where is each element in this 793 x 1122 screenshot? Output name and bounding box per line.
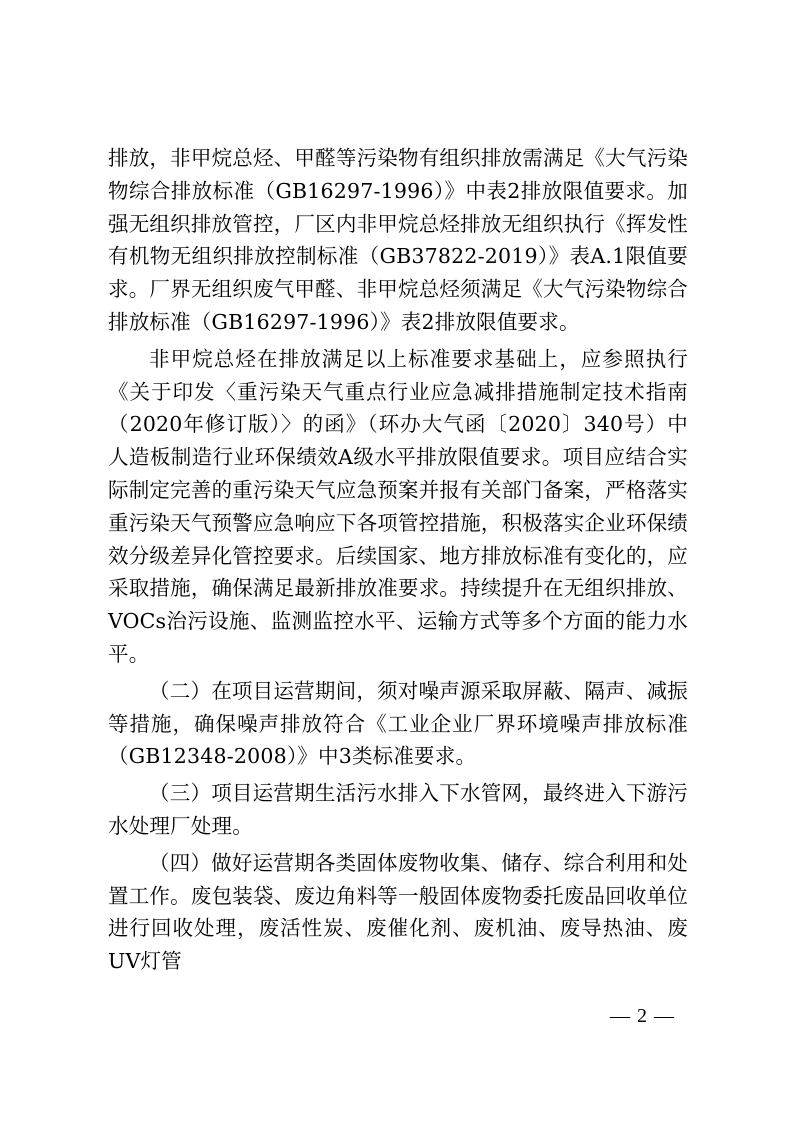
body-text bbox=[108, 142, 688, 978]
paragraph-noise-control: （二）在项目运营期间，须对噪声源采取屏蔽、隔声、减振等措施，确保噪声排放符合《工业企业厂界环境噪声排放标准（GB12348-2008）》中3类标准要求。 bbox=[108, 678, 688, 769]
paragraph-solid-waste: （四）做好运营期各类固体废物收集、储存、综合利用和处置工作。废包装袋、废边角料等一般固体废物委托废品回收单位进行回收处理，废活性炭、废催化剂、废机油、废导热油、废UV灯管 bbox=[108, 850, 688, 974]
paragraph-emission-standards: 排放，非甲烷总烃、甲醛等污染物有组织排放需满足《大气污染物综合排放标准（GB16297-1996）》中表2排放限值要求。加强无组织排放管控，厂区内非甲烷总烃排放无组织执行《挥发性有机物无组织排放控制标准（GB37822-2019）》表A.1限值要求。厂界无组织废气甲醛、非甲烷总烃须满足《大气污染物综合排放标准（GB16297-1996）》表2排放限值要求。 bbox=[108, 146, 688, 334]
paragraph-nmhc-requirements: 非甲烷总烃在排放满足以上标准要求基础上，应参照执行《关于印发〈重污染天气重点行业应急减排措施制定技术指南（2020年修订版）〉的函》（环办大气函〔2020〕340号）中人造板制造行业环保绩效A级水平排放限值要求。项目应结合实际制定完善的重污染天气应急预案并报有关部门备案，严格落实重污染天气预警应急响应下各项管控措施，积极落实企业环保绩效分级差异化管控要求。后续国家、地方排放标准有变化的，应采取措施，确保满足最新排放准要求。持续提升在无组织排放、VOCs治污设施、监测监控水平、运输方式等多个方面的能力水平。 bbox=[108, 346, 688, 666]
paragraph-wastewater: （三）项目运营期生活污水排入下水管网，最终进入下游污水处理厂处理。 bbox=[108, 781, 688, 838]
page-number: — 2 — bbox=[610, 1005, 675, 1027]
